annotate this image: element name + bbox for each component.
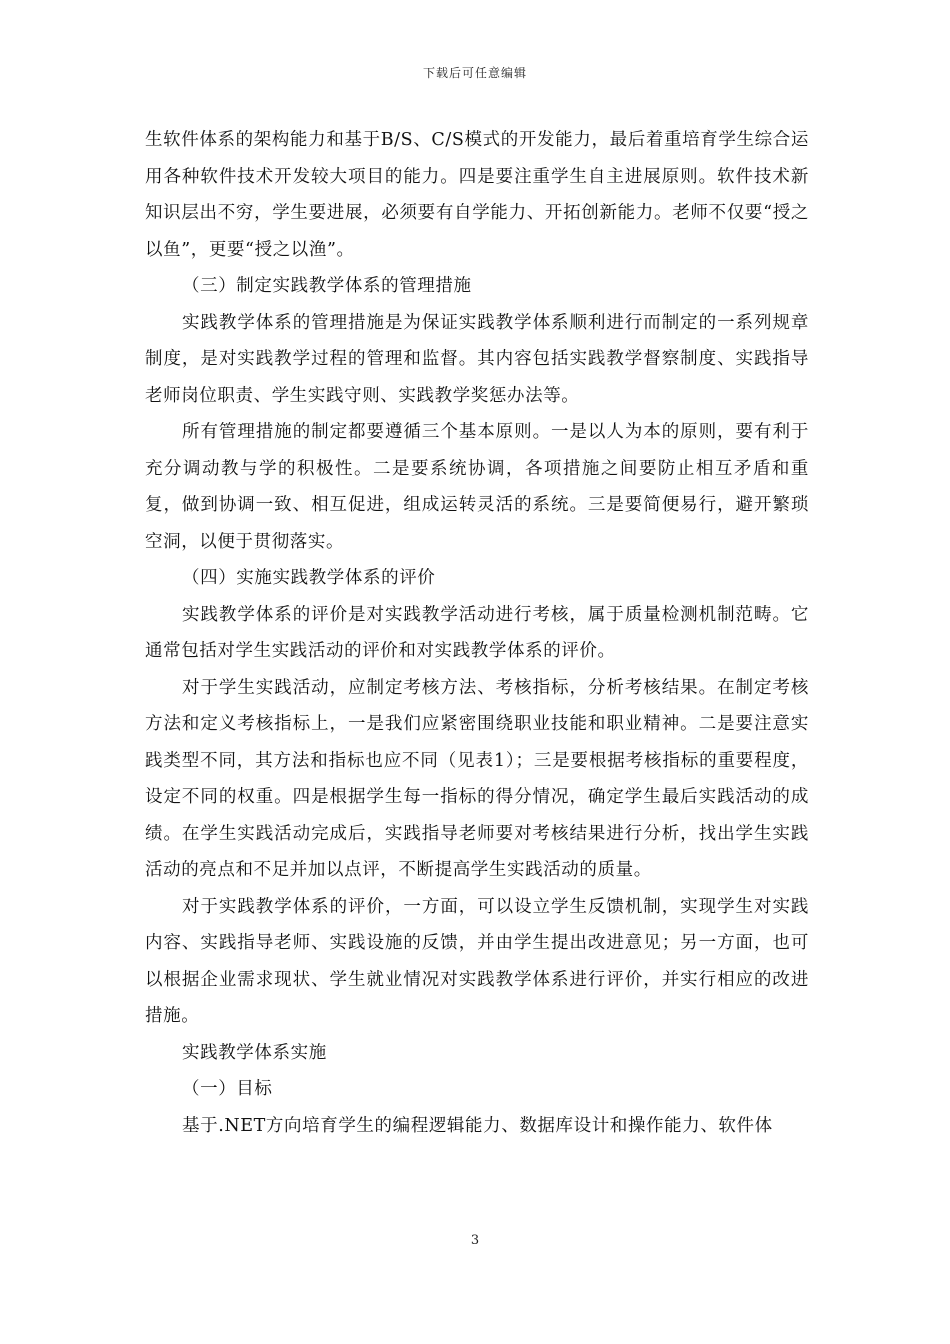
section-heading-three: （三）制定实践教学体系的管理措施 [182, 276, 472, 296]
section-heading-implementation: 实践教学体系实施 [182, 1042, 327, 1063]
paragraph-continuation: 生软件体系的架构能力和基于B/S、C/S模式的开发能力，最后着重培育学生综合运用各种软件技术开发较大项目的能力。四是要注重学生自主进展原则。软件技术新知识层出不穷，学生要进展，必须要有自学能力、开拓创新能力。老师不仅要“授之以鱼”，更要“授之以渔”。 [145, 130, 809, 260]
paragraph-goal-text: 基于.NET方向培育学生的编程逻辑能力、数据库设计和操作能力、软件体 [182, 1115, 773, 1136]
page-number: 3 [470, 1233, 480, 1248]
paragraph-management-measures: 实践教学体系的管理措施是为保证实践教学体系顺利进行而制定的一系列规章制度，是对实践教学过程的管理和监督。其内容包括实践教学督察制度、实践指导老师岗位职责、学生实践守则、实践教学奖惩办法等。 [145, 312, 809, 406]
paragraph-evaluation-definition: 实践教学体系的评价是对实践教学活动进行考核，属于质量检测机制范畴。它通常包括对学生实践活动的评价和对实践教学体系的评价。 [145, 604, 809, 661]
document-body [145, 122, 809, 1144]
paragraph-basic-principles: 所有管理措施的制定都要遵循三个基本原则。一是以人为本的原则，要有利于充分调动教与学的积极性。二是要系统协调，各项措施之间要防止相互矛盾和重复，做到协调一致、相互促进，组成运转灵活的系统。三是要简便易行，避开繁琐空洞，以便于贯彻落实。 [145, 422, 809, 552]
section-heading-goal: （一）目标 [182, 1079, 273, 1099]
section-heading-four: （四）实施实践教学体系的评价 [182, 568, 436, 588]
paragraph-system-evaluation: 对于实践教学体系的评价，一方面，可以设立学生反馈机制，实现学生对实践内容、实践指导老师、实践设施的反馈，并由学生提出改进意见；另一方面，也可以根据企业需求现状、学生就业情况对实践教学体系进行评价，并实行相应的改进措施。 [145, 896, 809, 1026]
page-header: 下载后可任意编辑 [422, 66, 527, 80]
paragraph-student-evaluation: 对于学生实践活动，应制定考核方法、考核指标，分析考核结果。在制定考核方法和定义考核指标上，一是我们应紧密围绕职业技能和职业精神。二是要注意实践类型不同，其方法和指标也应不同（见表1）；三是要根据考核指标的重要程度，设定不同的权重。四是根据学生每一指标的得分情况，确定学生最后实践活动的成绩。在学生实践活动完成后，实践指导老师要对考核结果进行分析，找出学生实践活动的亮点和不足并加以点评，不断提高学生实践活动的质量。 [145, 677, 809, 880]
